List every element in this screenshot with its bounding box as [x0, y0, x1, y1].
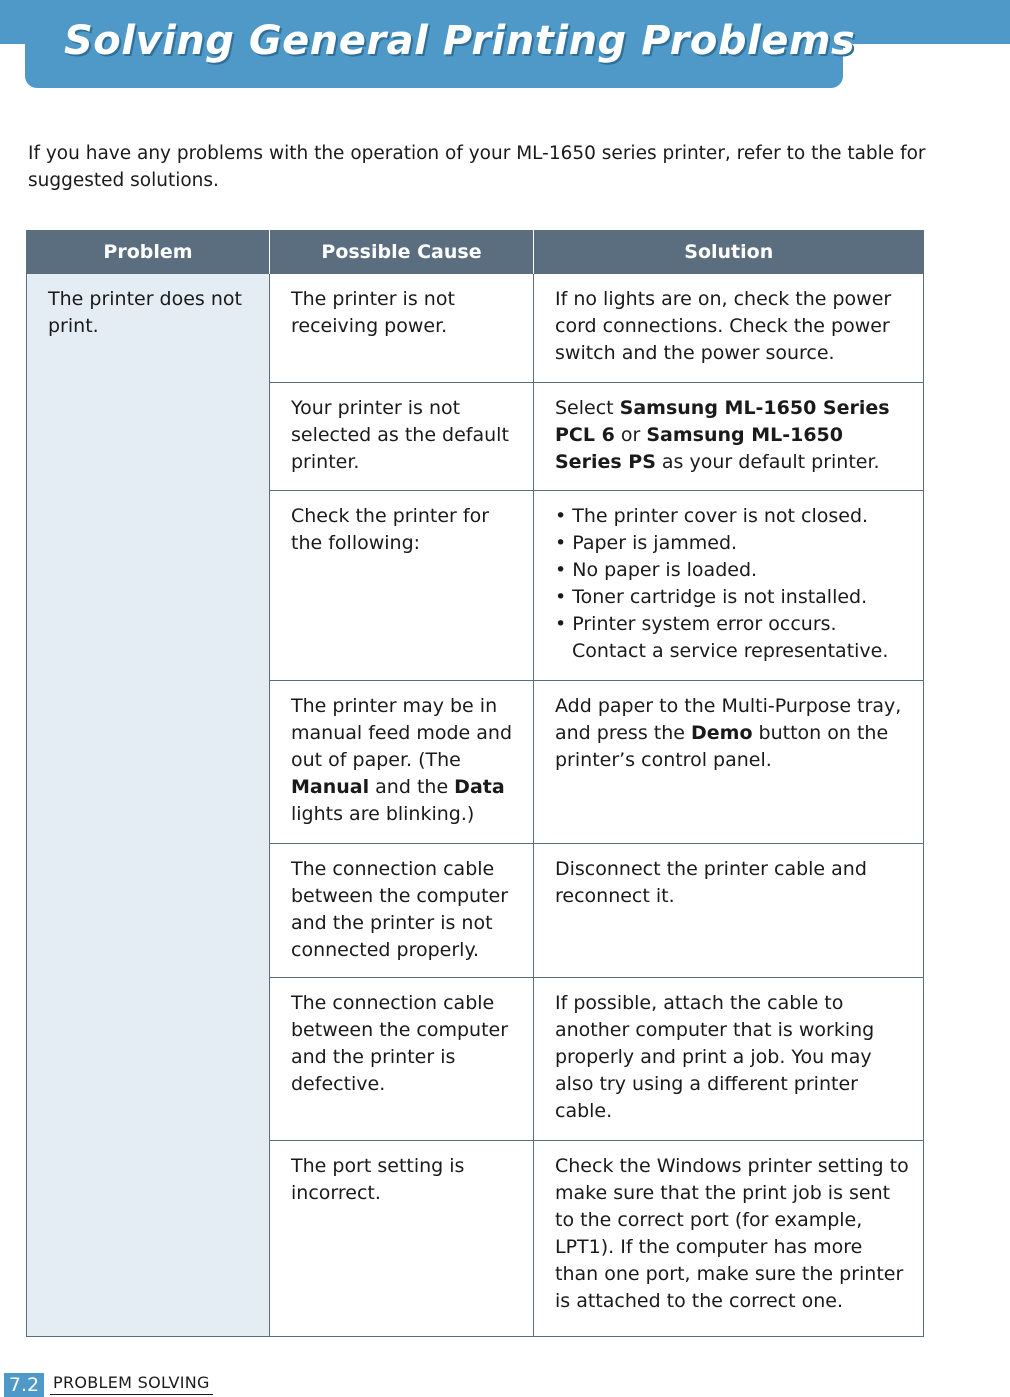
cause-bold-text: Data — [454, 776, 505, 798]
solution-bold-text: Demo — [691, 722, 753, 744]
header-solution: Solution — [534, 230, 924, 274]
solution-cell — [534, 681, 924, 844]
cause-cell: The printer is not receiving power. — [270, 274, 534, 383]
solution-text: button on the printer’s control panel. — [555, 722, 889, 771]
header-possible-cause: Possible Cause — [270, 230, 534, 274]
bullet-item: • Printer system error occurs. Contact a service representative. — [555, 613, 889, 662]
problem-cell: The printer does not print. — [27, 274, 270, 1337]
solution-cell: Disconnect the printer cable and reconnect it. — [534, 844, 924, 978]
bullet-item: • Paper is jammed. — [555, 532, 738, 554]
page-number: 7.2 — [4, 1373, 44, 1397]
solution-text: as your default printer. — [655, 451, 880, 473]
solution-bold-text: Samsung ML-1650 Series PS — [555, 424, 843, 473]
solution-cell: If possible, attach the cable to another computer that is working properly and print a job. You may also try using a different printer cable. — [534, 978, 924, 1141]
bullet-item: • Toner cartridge is not installed. — [555, 586, 868, 608]
header-problem: Problem — [27, 230, 270, 274]
solution-bold-text: Samsung ML-1650 Series PCL 6 — [555, 397, 890, 446]
solution-cell — [534, 383, 924, 491]
solution-cell: If no lights are on, check the power cord connections. Check the power switch and the power source. — [534, 274, 924, 383]
cause-bold-text: Manual — [291, 776, 370, 798]
cause-text: and the — [369, 776, 455, 798]
cause-cell: The connection cable between the computer and the printer is not connected properly. — [270, 844, 534, 978]
solution-cell — [534, 491, 924, 681]
solution-cell: Check the Windows printer setting to make sure that the print job is sent to the correct port (for example, LPT1). If the computer has more than one port, make sure the printer is attached to the correct one. — [534, 1141, 924, 1337]
bullet-item: • The printer cover is not closed. — [555, 505, 869, 527]
problems-table — [26, 230, 924, 1337]
cause-cell: Check the printer for the following: — [270, 491, 534, 681]
solution-text: Add paper to the Multi-Purpose tray, and press the — [555, 695, 902, 744]
bullet-item: • No paper is loaded. — [555, 559, 758, 581]
cause-cell: The connection cable between the computer and the printer is defective. — [270, 978, 534, 1141]
cause-cell: The port setting is incorrect. — [270, 1141, 534, 1337]
cause-cell — [270, 681, 534, 844]
cause-cell: Your printer is not selected as the default printer. — [270, 383, 534, 491]
section-label: PROBLEM SOLVING — [50, 1372, 213, 1395]
table-row — [27, 274, 924, 383]
intro-paragraph: If you have any problems with the operation of your ML-1650 series printer, refer to the table for suggested solutions. — [28, 143, 926, 191]
solution-text: Select — [555, 397, 620, 419]
table-header-row — [27, 230, 924, 274]
cause-text: The printer may be in manual feed mode and out of paper. (The — [291, 695, 513, 771]
cause-text: lights are blinking.) — [291, 803, 475, 825]
page-title: Solving General Printing Problems — [64, 18, 856, 64]
solution-text: or — [614, 424, 647, 446]
